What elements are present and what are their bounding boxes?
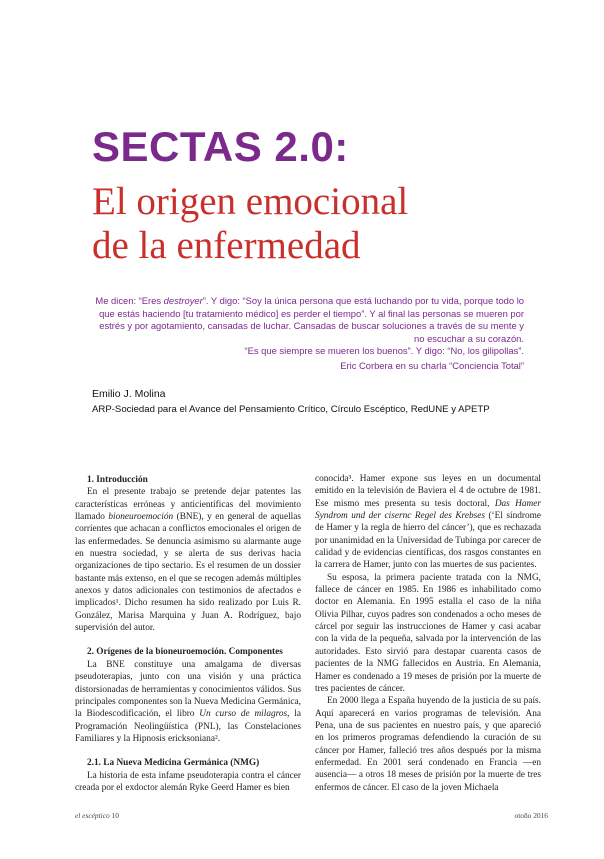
title-line-1: SECTAS 2.0:: [92, 123, 349, 170]
paragraph-hamer-continued: [315, 473, 541, 572]
paragraph-origins-emphasis: Un curso de milagros: [199, 709, 288, 720]
spacer: [75, 745, 301, 757]
author-name: Emilio J. Molina: [92, 388, 166, 400]
paragraph-intro-emphasis: bioneuroemoción: [108, 512, 174, 523]
paragraph-spain: En 2000 llega a España huyendo de la justicia de su país. Aquí aparecerá en varios programas de televisión. Ana Pena, una de sus pacientes en nuestro país, y que apareció en los primeros programas defendiendo la curación de su cáncer por Hamer, falleció tres años después por la misma enfermedad. En 2001 será condenado en Francia —en ausencia— a otros 18 meses de prisión por la muerte de tres enfermos de cáncer. El caso de la joven Michaela: [315, 696, 541, 793]
subtitle-line-1: El origen emocional: [92, 180, 409, 223]
footer-issue: otoño 2016: [514, 811, 548, 820]
section-heading-2: 2. Orígenes de la bioneuroemoción. Componentes: [87, 647, 283, 658]
page-number: 10: [111, 811, 119, 820]
paragraph-hamer-emphasis: Das Hamer Syndrom und der cisernc Regel des Krebses: [315, 498, 541, 522]
quote-segment-2: ”. Y digo: “Soy la única persona que está luchando por tu vida, porque todo lo que estás haciendo [tu tratamiento médico] es perder el tiempo”. Y al final las personas se mueren por estrés y por agotamiento, cansadas de luchar. Cansadas de buscar soluciones a través de su mente y no escuchar a su corazón.: [99, 295, 524, 344]
subtitle: [92, 180, 408, 267]
paragraph-hamer-part-2: (‘El síndrome de Hamer y la regla de hierro del cáncer’), que es rechazada por unanimidad en la Universidad de Tubinga por carecer de calidad y de evidencias científicas, dos rasgos constantes en la carrera de Hamer, junto con las muertes de sus pacientes.: [315, 511, 541, 571]
section-heading-2-1: 2.1. La Nueva Medicina Germánica (NMG): [87, 758, 260, 769]
paragraph-origins-part-2: , la Programación Neolingüística (PNL), las Constelaciones Familiares y la Hipnosis ericksoniana².: [75, 709, 302, 744]
quote-last-line: “Es que siempre se mueren los buenos”. Y digo: “No, los gilipollas”.: [244, 345, 524, 357]
paragraph-intro-part-2: (BNE), y en general de aquellas corrientes que achacan a conflictos emocionales el origen de las enfermedades. Se denuncia asimismo su alarmante auge en nuestra sociedad, y se alerta de sus derivas hacia organizaciones de tipo sectario. Es el resumen de un dossier bastante más extenso, en el que se recogen además múltiples anexos y datos adicionales con testimonios de afectados e implicados¹. Dicho resumen ha sido realizado por Luis R. González, Marisa Marquina y Juan A. Rodríguez, bajo supervisión del autor.: [75, 512, 301, 634]
column-right: [315, 473, 541, 794]
section-heading-1: 1. Introducción: [87, 475, 148, 485]
paragraph-origins: [75, 659, 301, 745]
paragraph-hamer-part-1: conocida³. Hamer expone sus leyes en un documental emitido en la televisión de Baviera el 4 de octubre de 1981. Ese mismo mes presenta su tesis doctoral,: [315, 474, 541, 509]
subtitle-line-2: de la enfermedad: [92, 223, 361, 267]
spacer: [75, 634, 301, 646]
quote-attribution: Eric Corbera en su charla “Conciencia Total”: [340, 359, 524, 371]
journal-name: el escéptico: [75, 811, 110, 820]
footer-journal: [75, 811, 119, 820]
paragraph-nmg: La historia de esta infame pseudoterapia contra el cáncer creada por el exdoctor alemán Ryke Geerd Hamer es bien: [75, 770, 301, 793]
paragraph-wife: Su esposa, la primera paciente tratada con la NMG, fallece de cáncer en 1985. En 1986 es inhabilitado como doctor en Alemania. En 1995 estalla el caso de la niña Olivia Pilhar, cuyos padres son condenados a ocho meses de cárcel por seguir las instrucciones de Hamer y casi acabar con la vida de la pequeña, salvada por la intervención de las autoridades. Esto sirvió para destapar cuarenta casos de pacientes de la NMG fallecidos en Austria. En Alemania, Hamer es condenado a 19 meses de prisión por la muerte de tres pacientes de cáncer.: [315, 572, 541, 694]
column-left: [75, 474, 301, 794]
quote-emphasis: destroyer: [163, 295, 203, 306]
quote-segment-1: Me dicen: “Eres: [95, 295, 164, 306]
paragraph-intro: [75, 486, 301, 634]
author-affiliation: ARP-Sociedad para el Avance del Pensamiento Crítico, Círculo Escéptico, RedUNE y APETP: [92, 404, 490, 415]
paragraph-intro-part-1: En el presente trabajo se pretende dejar patentes las características erróneas y anticientíficas del movimiento llamado: [75, 487, 301, 523]
epigraph-quote: [92, 295, 524, 373]
quote-text: [92, 295, 524, 345]
paragraph-origins-part-1: La BNE constituye una amalgama de diversas pseudoterapias, junto con una visión y una práctica distorsionadas de herramientas y conocimientos válidos. Sus principales componentes son la Nueva Medicina Germánica, la Biodescodificación, el libro: [75, 659, 301, 720]
